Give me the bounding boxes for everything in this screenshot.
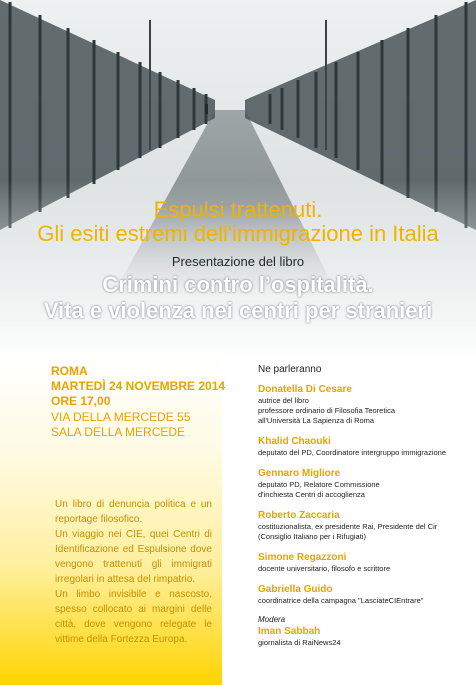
event-address: VIA DELLA MERCEDE 55 — [51, 410, 191, 424]
speaker-item — [258, 435, 468, 458]
event-venue: SALA DELLA MERCEDE — [51, 425, 186, 439]
main-title-line-1: Espulsi trattenuti. — [153, 197, 323, 222]
speaker-role: all'Università La Sapienza di Roma — [258, 416, 375, 425]
speaker-role: docente universitario, filosofo e scrittore — [258, 564, 391, 573]
event-time: ORE 17,00 — [51, 394, 111, 408]
book-title-line-1: Crimini contro l’ospitalità. — [102, 272, 374, 297]
speakers-heading: Ne parleranno — [258, 364, 322, 375]
speaker-name: Gabriella Guido — [258, 584, 333, 595]
main-title-line-2: Gli esiti estremi dell'immigrazione in Italia — [37, 221, 439, 246]
moderator-name: Iman Sabbah — [258, 626, 321, 637]
moderator-item — [258, 625, 468, 648]
speaker-role: deputato PD, Relatore Commissione — [258, 480, 380, 489]
event-where — [51, 410, 190, 440]
speaker-role: professore ordinario di Filosofia Teoretica — [258, 406, 396, 415]
speaker-role: coordinatrice della campagna "LasciateCIEntrare" — [258, 596, 424, 605]
speaker-role: d'inchiesta Centri di accoglienza — [258, 490, 365, 499]
event-when — [51, 364, 225, 409]
moderator-role: giornalista di RaiNews24 — [258, 638, 341, 647]
description-paragraph: Un limbo invisibile e nascosto, spesso collocato ai margini delle città, dove vengono relegate le vittime della Fortezza Europa. — [55, 589, 212, 645]
book-title-line-2: Vita e violenza nei centri per stranieri — [43, 298, 433, 323]
speaker-name: Gennaro Migliore — [258, 468, 341, 479]
speaker-role: deputato del PD, Coordinatore intergruppo immigrazione — [258, 448, 447, 457]
book-description — [55, 497, 212, 647]
speaker-item — [258, 551, 468, 574]
speaker-name: Simone Regazzoni — [258, 552, 347, 563]
moderator-label: Modera — [258, 615, 286, 624]
description-paragraph: Un libro di denuncia politica e un reportage filosofico. — [55, 499, 212, 525]
moderator-block — [258, 615, 468, 648]
presentation-label: Presentazione del libro — [171, 254, 305, 269]
speaker-role: (Consiglio Italiano per i Rifugiati) — [258, 532, 366, 541]
speakers-list — [258, 364, 468, 648]
speaker-name: Roberto Zaccaria — [258, 510, 340, 521]
speaker-item — [258, 383, 468, 426]
event-date: MARTEDÌ 24 NOVEMBRE 2014 — [51, 379, 226, 393]
speaker-item — [258, 467, 468, 500]
speaker-role: costituzionalista, ex presidente Rai, Presidente del Cir — [258, 522, 438, 531]
description-paragraph: Un viaggio nei CIE, quei Centri di Identificazione ed Espulsione dove vengono trattenuti gli immigrati irregolari in attesa del rimpatrio. — [55, 529, 212, 585]
speaker-name: Donatella Di Cesare — [258, 384, 352, 395]
event-city: ROMA — [51, 364, 88, 378]
speaker-role: autrice del libro — [258, 396, 309, 405]
speaker-item — [258, 583, 468, 606]
speaker-name: Khalid Chaouki — [258, 436, 331, 447]
speaker-item — [258, 509, 468, 542]
